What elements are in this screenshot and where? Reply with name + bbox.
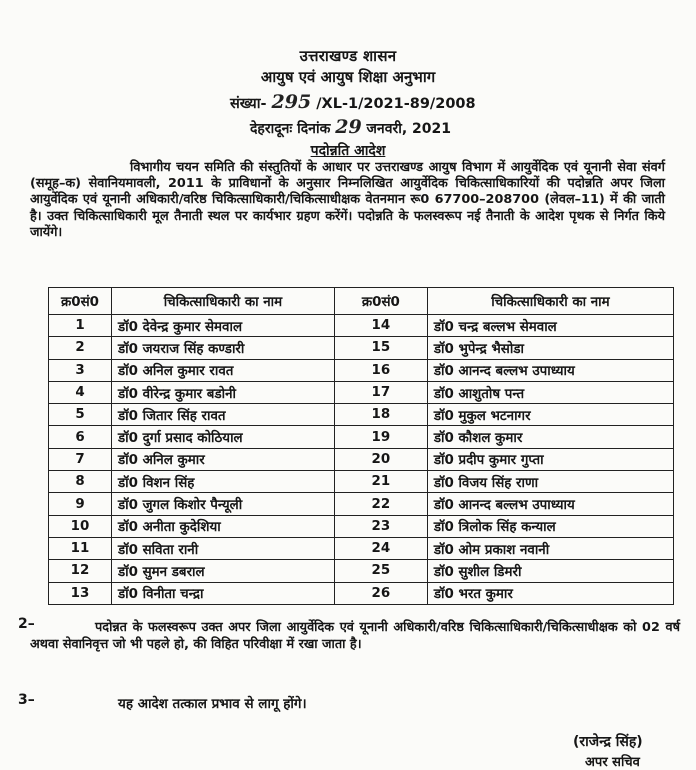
serial-cell: 26 — [334, 582, 427, 604]
column-header-name: चिकित्साधिकारी का नाम — [112, 288, 335, 315]
point-2-number: 2– — [18, 616, 35, 632]
name-cell: डॉ0 चन्द्र बल्लभ सेमवाल — [427, 315, 673, 337]
column-header-name: चिकित्साधिकारी का नाम — [427, 288, 673, 315]
table-row — [49, 493, 674, 515]
name-cell: डॉ0 देवेन्द्र कुमार सेमवाल — [112, 315, 335, 337]
name-cell: डॉ0 विजय सिंह राणा — [427, 471, 673, 493]
serial-cell: 1 — [49, 315, 112, 337]
name-cell: डॉ0 मुकुल भटनागर — [427, 404, 673, 426]
name-cell: डॉ0 ओम प्रकाश नवानी — [427, 537, 673, 559]
serial-cell: 4 — [49, 381, 112, 403]
serial-cell: 3 — [49, 359, 112, 381]
serial-cell: 7 — [49, 448, 112, 470]
name-cell: डॉ0 आनन्द बल्लभ उपाध्याय — [427, 359, 673, 381]
column-header-serial: क्र0सं0 — [49, 288, 112, 315]
name-cell: डॉ0 कौशल कुमार — [427, 426, 673, 448]
table-row — [49, 337, 674, 359]
serial-cell: 17 — [334, 381, 427, 403]
serial-cell: 11 — [49, 537, 112, 559]
serial-cell: 8 — [49, 471, 112, 493]
serial-cell: 24 — [334, 537, 427, 559]
serial-cell: 18 — [334, 404, 427, 426]
serial-cell: 6 — [49, 426, 112, 448]
table-row — [49, 426, 674, 448]
name-cell: डॉ0 त्रिलोक सिंह कन्याल — [427, 515, 673, 537]
name-cell: डॉ0 सविता रानी — [112, 537, 335, 559]
serial-cell: 20 — [334, 448, 427, 470]
reference-prefix: संख्या- — [230, 96, 267, 112]
serial-cell: 2 — [49, 337, 112, 359]
date-prefix: देहरादूनः दिनांक — [250, 121, 331, 137]
name-cell: डॉ0 आशुतोष पन्त — [427, 381, 673, 403]
table-row — [49, 582, 674, 604]
serial-cell: 15 — [334, 337, 427, 359]
table-row — [49, 471, 674, 493]
point-3-text: यह आदेश तत्काल प्रभाव से लागू होंगे। — [118, 696, 307, 712]
serial-cell: 21 — [334, 471, 427, 493]
table-body — [49, 315, 674, 605]
serial-cell: 19 — [334, 426, 427, 448]
name-cell: डॉ0 भरत कुमार — [427, 582, 673, 604]
serial-cell: 25 — [334, 560, 427, 582]
name-cell: डॉ0 सुमन डबराल — [112, 560, 335, 582]
name-cell: डॉ0 अनीता कुदेशिया — [112, 515, 335, 537]
serial-cell: 23 — [334, 515, 427, 537]
name-cell: डॉ0 अनिल कुमार — [112, 448, 335, 470]
serial-cell: 5 — [49, 404, 112, 426]
name-cell: डॉ0 जितार सिंह रावत — [112, 404, 335, 426]
table-header-row — [49, 288, 674, 315]
government-heading: उत्तराखण्ड शासन — [299, 47, 397, 65]
reference-suffix: /XL-1/2021-89/2008 — [316, 96, 476, 112]
table-row — [49, 448, 674, 470]
name-cell: डॉ0 आनन्द बल्लभ उपाध्याय — [427, 493, 673, 515]
name-cell: डॉ0 प्रदीप कुमार गुप्ता — [427, 448, 673, 470]
serial-cell: 12 — [49, 560, 112, 582]
table-row — [49, 537, 674, 559]
serial-cell: 14 — [334, 315, 427, 337]
point-2-text: पदोन्नत के फलस्वरूप उक्त अपर जिला आयुर्वेदिक एवं यूनानी अधिकारी/वरिष्ठ चिकित्साधिकारी/चिकित्साधीक्षक को 02 वर्ष अथवा सेवानिवृत्त जो भी पहले हो, की विहित परिवीक्षा में रखा जाता है। — [30, 620, 680, 652]
date-handwritten-day: 29 — [335, 116, 362, 138]
serial-cell: 9 — [49, 493, 112, 515]
reference-number — [230, 91, 476, 113]
column-header-serial: क्र0सं0 — [334, 288, 427, 315]
table-row — [49, 515, 674, 537]
serial-cell: 10 — [49, 515, 112, 537]
serial-cell: 22 — [334, 493, 427, 515]
serial-cell: 13 — [49, 582, 112, 604]
table-row — [49, 315, 674, 337]
name-cell: डॉ0 जुगल किशोर पैन्यूली — [112, 493, 335, 515]
intro-paragraph: विभागीय चयन समिति की संस्तुतियों के आधार पर उत्तराखण्ड आयुष विभाग में आयुर्वेदिक एवं यूनानी सेवा संवर्ग (समूह–क) सेवानियमावली, 2011 के प्राविधानों के अनुसार निम्नलिखित आयुर्वेदिक चिकित्साधिकारियों की पदोन्नति अपर जिला आयुर्वेदिक एवं यूनानी अधिकारी/वरिष्ठ चिकित्साधिकारी/चिकित्साधीक्षक वेतनमान रू0 67700–208700 (लेवल–11) में की जाती है। उक्त चिकित्साधिकारी मूल तैनाती स्थल पर कार्यभार ग्रहण करेंगें। पदोन्नति के फलस्वरूप नई तैनाती के आदेश पृथक से निर्गत किये जायेंगे। — [30, 160, 665, 240]
date-suffix: जनवरी, 2021 — [366, 121, 451, 137]
signatory-name: (राजेन्द्र सिंह) — [573, 734, 643, 750]
promotion-list-table — [48, 287, 674, 605]
name-cell: डॉ0 जयराज सिंह कण्डारी — [112, 337, 335, 359]
name-cell: डॉ0 सुशील डिमरी — [427, 560, 673, 582]
name-cell: डॉ0 वीरेन्द्र कुमार बडोनी — [112, 381, 335, 403]
signatory-designation: अपर सचिव — [585, 755, 640, 770]
name-cell: डॉ0 अनिल कुमार रावत — [112, 359, 335, 381]
table-row — [49, 404, 674, 426]
serial-cell: 16 — [334, 359, 427, 381]
table-row — [49, 359, 674, 381]
order-title: पदोन्नति आदेश — [310, 143, 386, 159]
table-row — [49, 381, 674, 403]
name-cell: डॉ0 विशन सिंह — [112, 471, 335, 493]
table-row — [49, 560, 674, 582]
section-heading: आयुष एवं आयुष शिक्षा अनुभाग — [260, 68, 436, 86]
reference-handwritten-number: 295 — [271, 91, 312, 113]
name-cell: डॉ0 दुर्गा प्रसाद कोठियाल — [112, 426, 335, 448]
point-3-number: 3– — [18, 692, 35, 708]
name-cell: डॉ0 भुपेन्द्र भैसोडा — [427, 337, 673, 359]
order-date — [250, 116, 451, 138]
name-cell: डॉ0 विनीता चन्द्रा — [112, 582, 335, 604]
